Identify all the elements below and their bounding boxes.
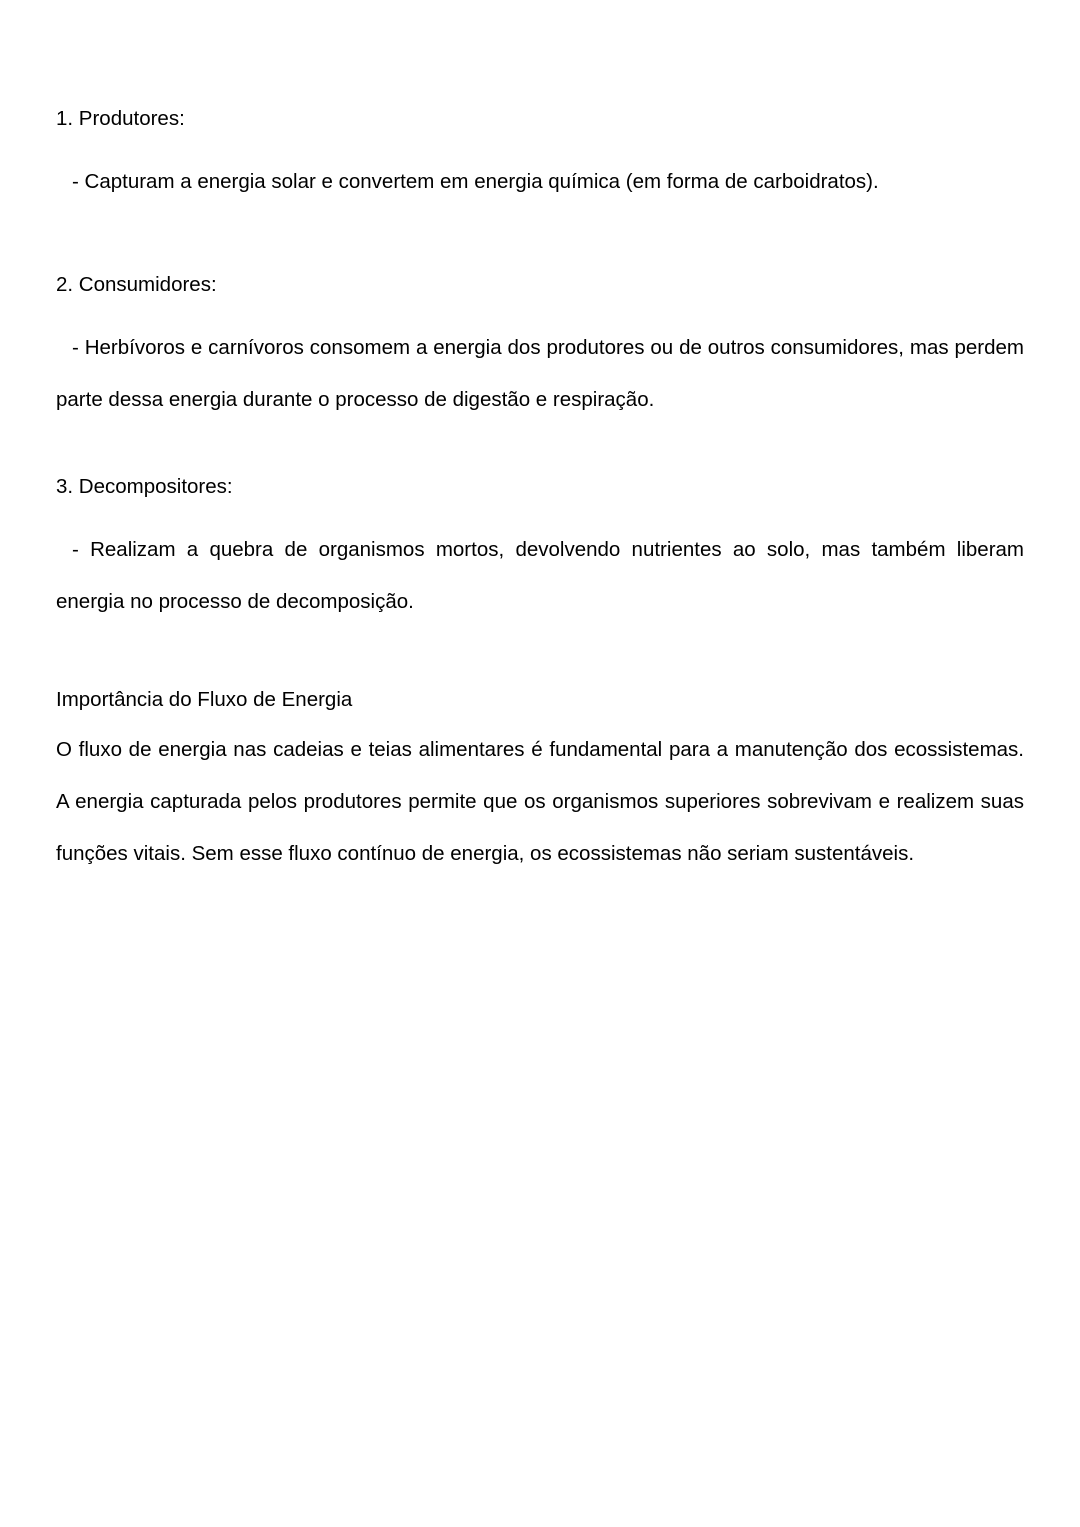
spacer <box>56 208 1024 270</box>
section-heading-decompositores: 3. Decompositores: <box>56 475 233 498</box>
section-heading-produtores: 1. Produtores: <box>56 107 185 130</box>
section-body-consumidores: - Herbívoros e carnívoros consomem a energia dos produtores ou de outros consumidores, mas perdem parte dessa energia durante o processo de digestão e respiração. <box>56 336 1024 411</box>
section-consumidores <box>56 270 1024 426</box>
document-content <box>56 104 1030 880</box>
section-produtores <box>56 104 1024 208</box>
spacer <box>56 134 1024 156</box>
section-importancia <box>56 684 1030 880</box>
section-decompositores <box>56 472 1024 628</box>
spacer <box>56 716 1024 724</box>
section-body-decompositores: - Realizam a quebra de organismos mortos, devolvendo nutrientes ao solo, mas também liberam energia no processo de decomposição. <box>56 538 1024 613</box>
spacer <box>56 502 1024 524</box>
spacer <box>56 628 1024 684</box>
section-heading-consumidores: 2. Consumidores: <box>56 273 217 296</box>
spacer <box>56 426 1024 472</box>
section-heading-importancia: Importância do Fluxo de Energia <box>56 688 353 711</box>
section-body-produtores: - Capturam a energia solar e convertem em energia química (em forma de carboidratos). <box>72 170 879 193</box>
section-body-importancia: O fluxo de energia nas cadeias e teias alimentares é fundamental para a manutenção dos ecossistemas. A energia capturada pelos produtores permite que os organismos superiores sobrevivam e realizem suas funções vitais. Sem esse fluxo contínuo de energia, os ecossistemas não seriam sustentáveis. <box>56 738 1030 865</box>
spacer <box>56 300 1024 322</box>
